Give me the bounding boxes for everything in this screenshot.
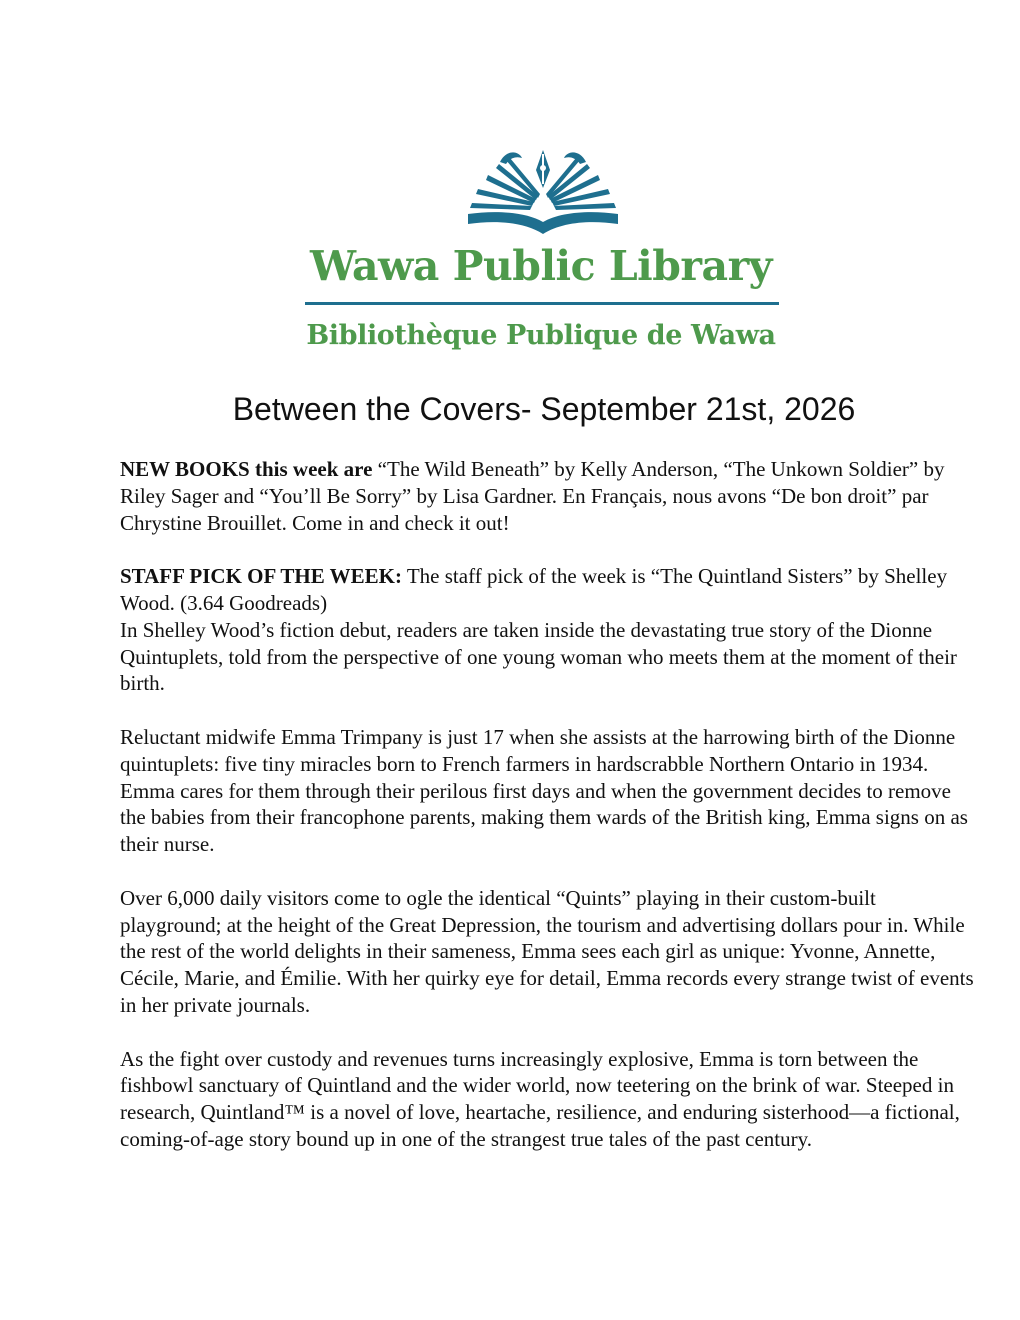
staff-pick-heading: STAFF PICK OF THE WEEK: bbox=[120, 564, 402, 589]
new-books-heading: NEW BOOKS this week are bbox=[120, 457, 373, 481]
library-name-french: Bibliothèque Publique de Wawa bbox=[306, 320, 776, 351]
page-title: Between the Covers- September 21st, 2026 bbox=[232, 391, 856, 427]
newsletter-body bbox=[120, 456, 980, 1180]
logo-divider bbox=[305, 302, 779, 305]
library-name: Wawa Public Library bbox=[309, 242, 773, 290]
open-book-with-birds-and-pen-icon bbox=[466, 148, 620, 240]
body-paragraph: Reluctant midwife Emma Trimpany is just 17 when she assists at the harrowing birth of the Dionne quintuplets: five tiny miracles born to French farmers in hardscrabble Northern Ontario in 1934. Emma cares for them through their perilous first days and when the government decides to remove the babies from their francophone parents, making them wards of the British king, Emma signs on as their nurse. bbox=[120, 724, 968, 857]
new-books-paragraph bbox=[120, 456, 980, 536]
new-books-text: “The Wild Beneath” by Kelly Anderson, “The Unkown Soldier” by Riley Sager and “You’ll Be Sorry” by Lisa Gardner. En Français, nous avons “De bon droit” par Chrystine Brouillet. Come in and check it out! bbox=[120, 457, 945, 535]
staff-pick-paragraph bbox=[120, 563, 980, 697]
body-paragraph: Over 6,000 daily visitors come to ogle the identical “Quints” playing in their custom-built playground; at the height of the Great Depression, the tourism and advertising dollars pour in. While the rest of the world delights in their sameness, Emma sees each girl as unique: Yvonne, Annette, Cécile, Marie, and Émilie. With her quirky eye for detail, Emma records every strange twist of events in her private journals. bbox=[120, 885, 974, 1017]
staff-pick-text: The staff pick of the week is “The Quintland Sisters” by Shelley Wood. (3.64 Goodreads) bbox=[120, 564, 948, 615]
staff-pick-intro: In Shelley Wood’s fiction debut, readers are taken inside the devastating true story of the Dionne Quintuplets, told from the perspective of one young woman who meets them at the moment of their birth. bbox=[120, 617, 957, 696]
body-paragraph: As the fight over custody and revenues turns increasingly explosive, Emma is torn between the fishbowl sanctuary of Quintland and the wider world, now teetering on the brink of war. Steeped in research, Quintland™ is a novel of love, heartache, resilience, and enduring sisterhood—a fictional, coming-of-age story bound up in one of the strangest true tales of the past century. bbox=[120, 1046, 960, 1151]
